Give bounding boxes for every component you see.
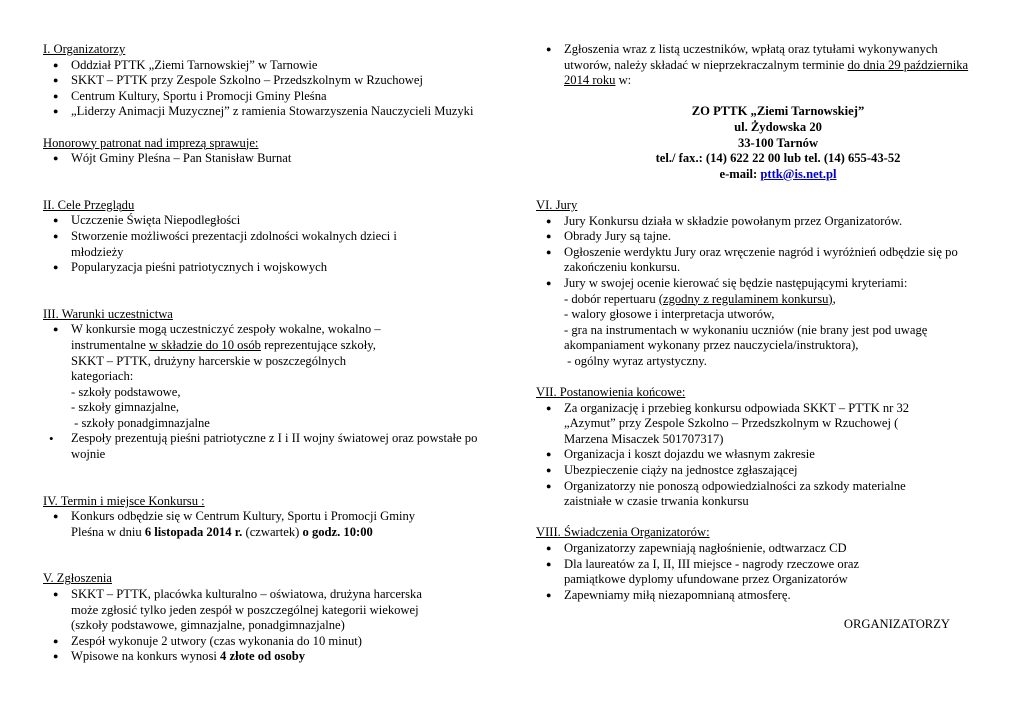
applications-list	[43, 587, 503, 665]
category-gymnasium: - szkoły gimnazjalne,	[71, 400, 180, 415]
conditions-text-cont: reprezentujące szkoły, SKKT – PTTK, drużyny harcerskie w poszczególnych kategoriach:	[71, 337, 376, 384]
patronage-heading: Honorowy patronat nad imprezą sprawuje:	[43, 135, 259, 150]
section-organizers	[43, 42, 503, 120]
organizers-list	[43, 58, 503, 120]
list-item: ● Zapewniamy miłą niezapomnianą atmosferę.	[564, 588, 986, 604]
list-item: ● Ogłoszenie werdyktu Jury oraz wręczenie nagród i wyróżnień odbędzie się po zakończeniu konkursu.	[564, 245, 986, 276]
submission-list	[536, 42, 986, 89]
submission-text: Zgłoszenia wraz z listą uczestników, wpłatą oraz tytułami wykonywanych utworów, należy składać w nieprzekraczalnym terminie	[564, 42, 938, 72]
list-item: ● Organizatorzy nie ponoszą odpowiedzialności za szkody materialne zaistniałe w czasie trwania konkursu	[564, 479, 944, 510]
list-item	[71, 509, 441, 540]
event-weekday: (czwartek)	[245, 524, 300, 539]
criterion-voice: - walory głosowe i interpretacja utworów,	[564, 307, 775, 322]
criterion-repertoire	[564, 292, 986, 308]
address-street: ul. Żydowska 20	[734, 119, 822, 134]
jury-list	[536, 214, 986, 370]
email-label: e-mail:	[719, 166, 758, 181]
event-time: o godz. 10:00	[302, 524, 373, 539]
final-provisions-heading: VII. Postanowienia końcowe:	[536, 385, 686, 400]
address-org: ZO PTTK „Ziemi Tarnowskiej”	[691, 104, 865, 119]
list-item: ● Zespół wykonuje 2 utwory (czas wykonania do 10 minut)	[71, 634, 503, 650]
applications-heading: V. Zgłoszenia	[43, 571, 113, 586]
list-item	[71, 649, 503, 665]
list-item: ● Oddział PTTK „Ziemi Tarnowskiej” w Tarnowie	[71, 58, 503, 74]
criterion-overall: - ogólny wyraz artystyczny.	[564, 353, 707, 368]
address-block	[536, 104, 1020, 182]
address-email-line	[536, 167, 1020, 183]
section-organizer-benefits	[536, 525, 986, 603]
conditions-heading: III. Warunki uczestnictwa	[43, 306, 173, 321]
list-item: ● Stworzenie możliwości prezentacji zdolności wokalnych dzieci i młodzieży	[71, 229, 411, 260]
address-city: 33-100 Tarnów	[737, 135, 819, 150]
right-column	[536, 42, 986, 633]
list-item: ● Ubezpieczenie ciąży na jednostce zgłaszającej	[564, 463, 986, 479]
criteria-intro: ● Jury w swojej ocenie kierować się będzie następującymi kryteriami:	[564, 275, 908, 290]
event-date: 6 listopada 2014 r.	[144, 524, 243, 539]
list-item: ● Dla laureatów za I, II, III miejsce - nagrody rzeczowe oraz pamiątkowe dyplomy ufundowane przez Organizatorów	[564, 557, 904, 588]
list-item: • Zespoły prezentują pieśni patriotyczne z I i II wojny światowej oraz powstałe po wojnie	[71, 431, 503, 462]
signature: ORGANIZATORZY	[843, 617, 950, 632]
benefits-heading: VIII. Świadczenia Organizatorów:	[536, 525, 710, 540]
list-item: ● Organizatorzy zapewniają nagłośnienie, odtwarzacz CD	[564, 541, 986, 557]
category-primary: - szkoły podstawowe,	[71, 384, 181, 399]
list-item: ● Jury Konkursu działa w składzie powołanym przez Organizatorów.	[564, 214, 986, 230]
list-item: ● Organizacja i koszt dojazdu we własnym zakresie	[564, 447, 986, 463]
criterion-instruments: - gra na instrumentach w wykonaniu uczniów (nie brany jest pod uwagę akompaniament wykonany przez nauczyciela/instruktora),	[564, 322, 928, 353]
goals-list	[43, 213, 411, 275]
list-item: ● Centrum Kultury, Sportu i Promocji Gminy Pleśna	[71, 89, 503, 105]
list-item: ● Wójt Gminy Pleśna – Pan Stanisław Burnat	[71, 151, 503, 167]
section-patronage	[43, 136, 503, 167]
list-item: ● Za organizację i przebieg konkursu odpowiada SKKT – PTTK nr 32 „Azymut” przy Zespole Szkolno – Przedszkolnym w Rzuchowej ( Marzena Misaczek 501707317)	[564, 401, 944, 448]
left-column	[43, 42, 503, 665]
list-item: ● SKKT – PTTK przy Zespole Szkolno – Przedszkolnym w Rzuchowej	[71, 73, 503, 89]
list-item: ● „Liderzy Animacji Muzycznej” z ramienia Stowarzyszenia Nauczycieli Muzyki	[71, 104, 503, 120]
section-goals	[43, 198, 503, 276]
section-date-place	[43, 494, 503, 541]
organizers-heading: I. Organizatorzy	[43, 42, 126, 56]
conditions-list	[43, 322, 503, 462]
criterion-text: - dobór repertuaru	[564, 291, 656, 306]
patronage-list	[43, 151, 503, 167]
list-item: ● Popularyzacja pieśni patriotycznych i wojskowych	[71, 260, 411, 276]
section-jury	[536, 198, 986, 370]
date-place-text: Konkurs odbędzie się w Centrum Kultury, Sportu i Promocji Gminy Pleśna w dniu	[71, 509, 416, 539]
address-phone: tel./ fax.: (14) 622 22 00 lub tel. (14) 655-43-52	[655, 151, 901, 166]
fee-text: Wpisowe na konkurs wynosi	[71, 649, 217, 664]
submission-deadline: do dnia 29 października 2014 roku	[564, 57, 969, 88]
goals-heading: II. Cele Przeglądu	[43, 197, 135, 212]
section-final-provisions	[536, 385, 986, 510]
submission-text-end: w:	[618, 73, 632, 88]
list-item	[564, 42, 986, 89]
criterion-note: (zgodny z regulaminem konkursu),	[658, 291, 836, 306]
benefits-list	[536, 541, 986, 603]
team-size-limit: w składzie do 10 osób	[149, 337, 261, 352]
date-place-list	[43, 509, 503, 540]
jury-heading: VI. Jury	[536, 197, 578, 212]
list-item: ● SKKT – PTTK, placówka kulturalno – oświatowa, drużyna harcerska może zgłosić tylko jeden zespół w poszczególnej kategorii wiekowej (szkoły podstawowe, gimnazjalne, ponadgimnazjalne)	[71, 587, 451, 634]
list-item	[71, 322, 401, 431]
section-conditions	[43, 307, 503, 463]
category-secondary: - szkoły ponadgimnazjalne	[71, 415, 210, 430]
list-item	[564, 276, 986, 370]
fee-amount: 4 złote od osoby	[220, 649, 306, 664]
section-applications	[43, 571, 503, 665]
list-item: ● Uczczenie Święta Niepodległości	[71, 213, 411, 229]
list-item: ● Obrady Jury są tajne.	[564, 229, 986, 245]
final-provisions-list	[536, 401, 986, 510]
email-link[interactable]: pttk@is.net.pl	[760, 166, 837, 181]
conditions-text: W konkursie mogą uczestniczyć zespoły wokalne, wokalno – instrumentalne	[71, 322, 381, 352]
date-place-heading: IV. Termin i miejsce Konkursu :	[43, 493, 205, 508]
